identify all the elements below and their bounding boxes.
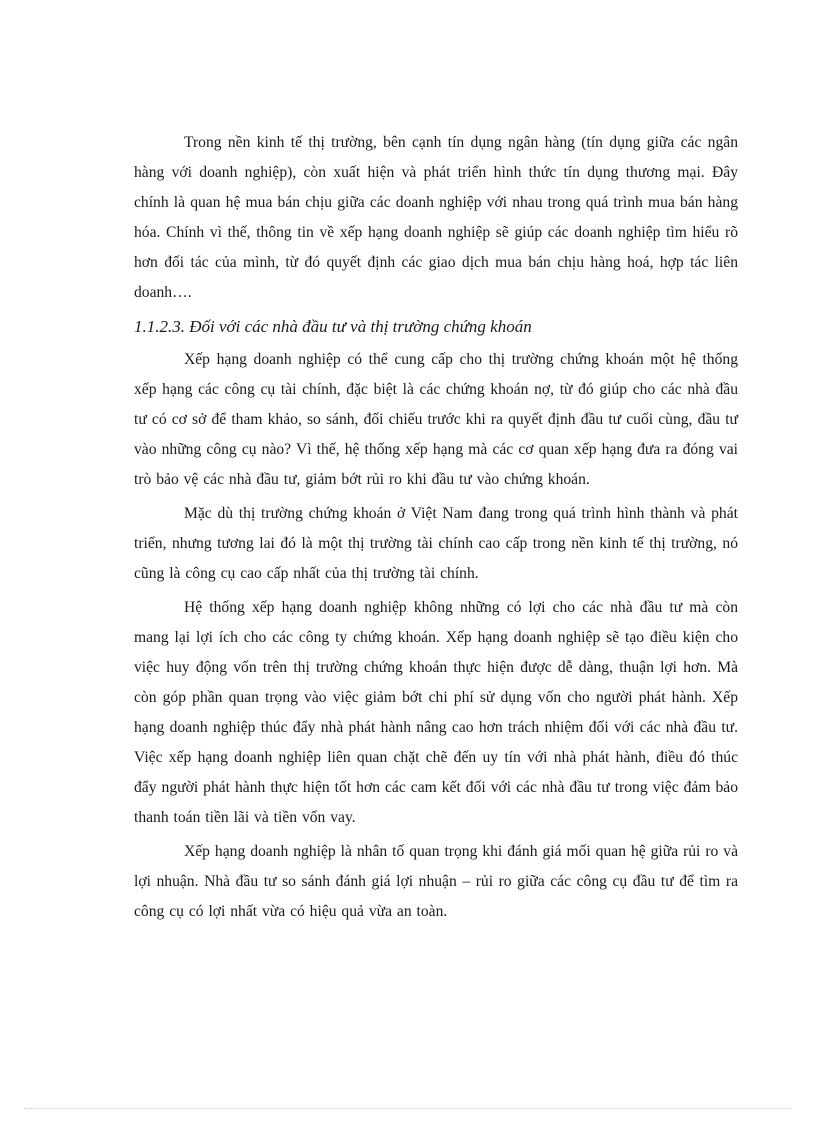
paragraph-vietnam-market: Mặc dù thị trường chứng khoán ở Việt Nam đang trong quá trình hình thành và phát triển, nhưng tương lai đó là một thị trường tài chính cao cấp trong nền kinh tế thị trường, nó cũng là công cụ cao cấp nhất của thị trường tài chính. [134, 505, 738, 582]
document-page [134, 128, 738, 931]
paragraph-securities-rating: Xếp hạng doanh nghiệp có thể cung cấp cho thị trường chứng khoán một hệ thống xếp hạng các công cụ tài chính, đặc biệt là các chứng khoán nợ, từ đó giúp cho các nhà đầu tư có cơ sở để tham khảo, so sánh, đối chiếu trước khi ra quyết định đầu tư cuối cùng, đầu tư vào những công cụ nào? Vì thế, hệ thống xếp hạng mà các cơ quan xếp hạng đưa ra đóng vai trò bảo vệ các nhà đầu tư, giảm bớt rủi ro khi đầu tư vào chứng khoán. [134, 351, 738, 488]
paragraph-benefits-companies: Hệ thống xếp hạng doanh nghiệp không những có lợi cho các nhà đầu tư mà còn mang lại lợi ích cho các công ty chứng khoán. Xếp hạng doanh nghiệp sẽ tạo điều kiện cho việc huy động vốn trên thị trường chứng khoán thực hiện được dễ dàng, thuận lợi hơn. Mà còn góp phần quan trọng vào việc giảm bớt chi phí sử dụng vốn cho người phát hành. Xếp hạng doanh nghiệp thúc đẩy nhà phát hành nâng cao hơn trách nhiệm đối với các nhà đầu tư. Việc xếp hạng doanh nghiệp liên quan chặt chẽ đến uy tín với nhà phát hành, điều đó thúc đẩy người phát hành thực hiện tốt hơn các cam kết đối với các nhà đầu tư trong việc đảm bảo thanh toán tiền lãi và tiền vốn vay. [134, 599, 738, 826]
page-bottom-divider [24, 1108, 792, 1109]
paragraph-trade-credit: Trong nền kinh tế thị trường, bên cạnh tín dụng ngân hàng (tín dụng giữa các ngân hàng với doanh nghiệp), còn xuất hiện và phát triển hình thức tín dụng thương mại. Đây chính là quan hệ mua bán chịu giữa các doanh nghiệp với nhau trong quá trình mua bán hàng hóa. Chính vì thế, thông tin về xếp hạng doanh nghiệp sẽ giúp các doanh nghiệp tìm hiểu rõ hơn đối tác của mình, từ đó quyết định các giao dịch mua bán chịu hàng hoá, hợp tác liên doanh…. [134, 134, 738, 301]
section-heading: 1.1.2.3. Đối với các nhà đầu tư và thị trường chứng khoán [134, 317, 532, 336]
paragraph-risk-return: Xếp hạng doanh nghiệp là nhân tố quan trọng khi đánh giá mối quan hệ giữa rủi ro và lợi nhuận. Nhà đầu tư so sánh đánh giá lợi nhuận – rủi ro giữa các công cụ đầu tư để tìm ra công cụ có lợi nhất vừa có hiệu quả vừa an toàn. [134, 843, 738, 920]
